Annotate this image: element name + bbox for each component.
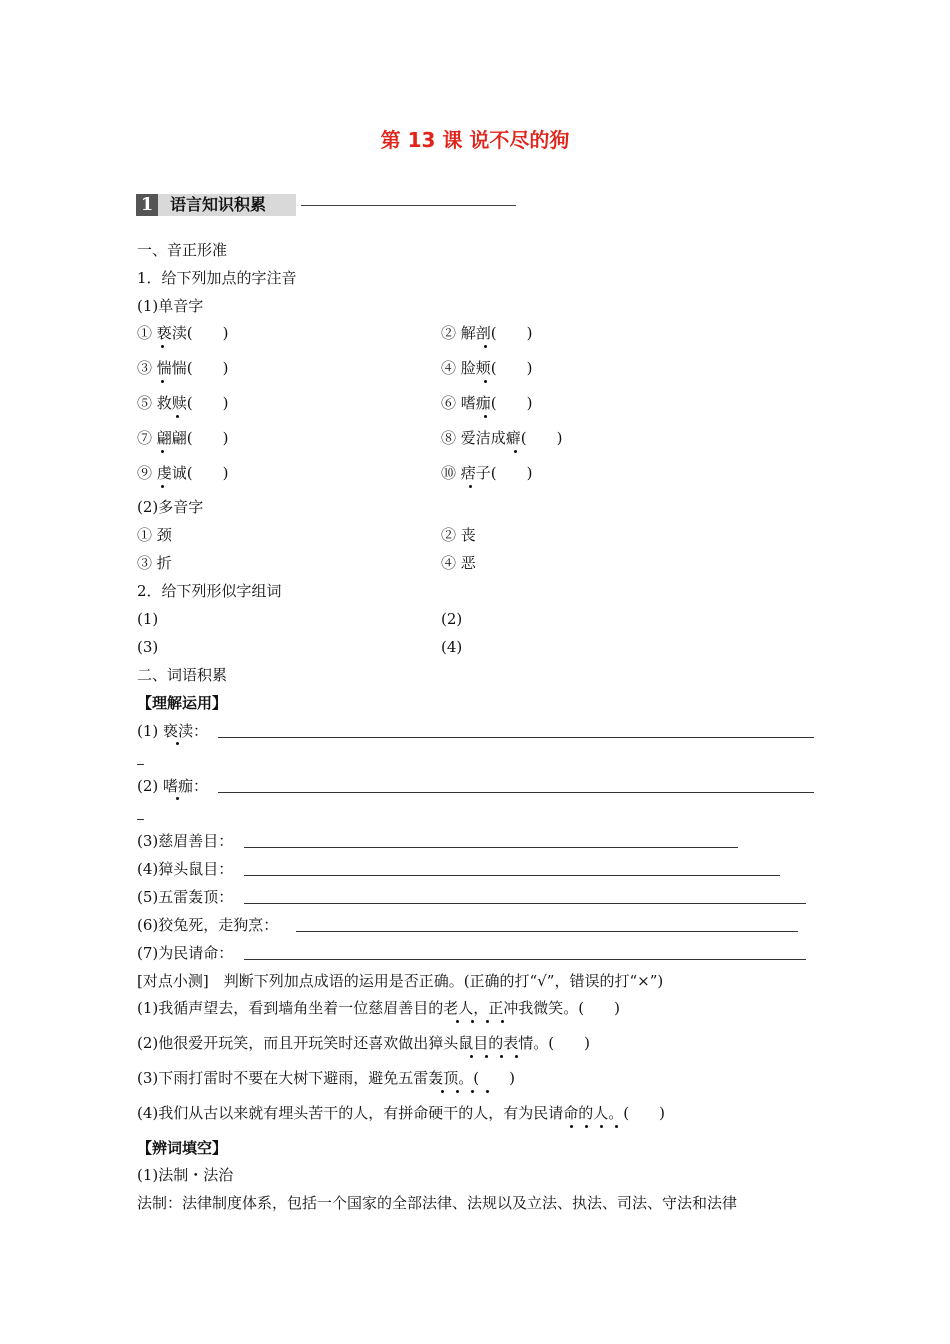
emphasis-dot [161, 485, 164, 488]
test-instructions: [对点小测] 判断下列加点成语的运用是否正确。(正确的打“√”，错误的打“×”) [137, 972, 664, 990]
part2-heading: 二、词语积累 [137, 666, 228, 684]
test-item-3: (3)下雨打雷时不要在大树下避雨，避免五雷轰顶。( ) [137, 1069, 515, 1087]
section-title: 语言知识积累 [170, 195, 267, 214]
emphasis-dot [484, 415, 487, 418]
test-item-4: (4)我们从古以来就有埋头苦干的人，有拼命硬干的人，有为民请命的人。( ) [137, 1104, 665, 1122]
answer-line-tail [137, 819, 144, 820]
single-item-3: ③ 惴惴( ) [137, 359, 229, 377]
single-item-6: ⑥ 嗜痂( ) [441, 394, 533, 412]
multi-item-4: ④ 恶 [441, 554, 476, 572]
single-item-5: ⑤ 救赎( ) [137, 394, 229, 412]
sub-heading-understand: 【理解运用】 [137, 694, 228, 712]
emphasis-dot [600, 1125, 603, 1128]
vocab-item-7: (7)为民请命： [137, 944, 234, 962]
single-item-2: ② 解剖( ) [441, 324, 533, 342]
emphasis-dot [456, 1090, 459, 1093]
lesson-title: 第 13 课 说不尽的狗 [380, 128, 570, 152]
emphasis-dot [470, 1055, 473, 1058]
emphasis-dot [161, 380, 164, 383]
definition-text: 法制：法律制度体系，包括一个国家的全部法律、法规以及立法、执法、司法、守法和法律 [137, 1194, 738, 1212]
emphasis-dot [176, 742, 179, 745]
answer-line-tail [137, 764, 144, 765]
multi-item-3: ③ 折 [137, 554, 172, 572]
emphasis-dot [615, 1125, 618, 1128]
multi-item-2: ② 丧 [441, 526, 476, 544]
multi-item-1: ① 颈 [137, 526, 172, 544]
emphasis-dot [485, 1055, 488, 1058]
question-2: 2．给下列形似字组词 [137, 582, 282, 600]
emphasis-dot [486, 1090, 489, 1093]
q2-item-2: (2) [441, 610, 463, 628]
emphasis-dot [456, 1020, 459, 1023]
answer-line [244, 847, 738, 848]
test-item-1: (1)我循声望去，看到墙角坐着一位慈眉善目的老人，正冲我微笑。( ) [137, 999, 620, 1017]
emphasis-dot [585, 1125, 588, 1128]
sub-heading-distinguish: 【辨词填空】 [137, 1139, 228, 1157]
single-item-1: ① 亵渎( ) [137, 324, 229, 342]
multi-sound-label: (2)多音字 [137, 498, 204, 516]
section-number: 1 [140, 194, 154, 215]
vocab-item-2: (2) 嗜痂： [137, 777, 209, 795]
emphasis-dot [514, 450, 517, 453]
emphasis-dot [161, 450, 164, 453]
emphasis-dot [176, 797, 179, 800]
emphasis-dot [161, 345, 164, 348]
vocab-item-1: (1) 亵渎： [137, 722, 209, 740]
vocab-item-4: (4)獐头鼠目： [137, 860, 234, 878]
section-rule [301, 205, 516, 206]
q2-item-4: (4) [441, 638, 463, 656]
answer-line [218, 737, 814, 738]
test-item-2: (2)他很爱开玩笑，而且开玩笑时还喜欢做出獐头鼠目的表情。( ) [137, 1034, 590, 1052]
single-item-4: ④ 脸颊( ) [441, 359, 533, 377]
single-sound-label: (1)单音字 [137, 297, 204, 315]
answer-line [244, 875, 780, 876]
emphasis-dot [471, 1020, 474, 1023]
question-1: 1．给下列加点的字注音 [137, 269, 297, 287]
answer-line [296, 931, 798, 932]
emphasis-dot [484, 380, 487, 383]
q2-item-1: (1) [137, 610, 159, 628]
vocab-item-5: (5)五雷轰顶： [137, 888, 234, 906]
single-item-9: ⑨ 虔诚( ) [137, 464, 229, 482]
word-pair: (1)法制・法治 [137, 1166, 234, 1184]
answer-line [244, 959, 806, 960]
answer-line [218, 792, 814, 793]
emphasis-dot [469, 485, 472, 488]
emphasis-dot [441, 1090, 444, 1093]
answer-line [244, 903, 806, 904]
part1-heading: 一、音正形准 [137, 241, 228, 259]
single-item-8: ⑧ 爱洁成癖( ) [441, 429, 563, 447]
vocab-item-6: (6)狡兔死，走狗烹： [137, 916, 279, 934]
emphasis-dot [176, 415, 179, 418]
emphasis-dot [471, 1090, 474, 1093]
single-item-7: ⑦ 翩翩( ) [137, 429, 229, 447]
emphasis-dot [501, 1020, 504, 1023]
single-item-10: ⑩ 痞子( ) [441, 464, 533, 482]
emphasis-dot [500, 1055, 503, 1058]
vocab-item-3: (3)慈眉善目： [137, 832, 234, 850]
q2-item-3: (3) [137, 638, 159, 656]
emphasis-dot [570, 1125, 573, 1128]
emphasis-dot [484, 345, 487, 348]
emphasis-dot [486, 1020, 489, 1023]
emphasis-dot [515, 1055, 518, 1058]
